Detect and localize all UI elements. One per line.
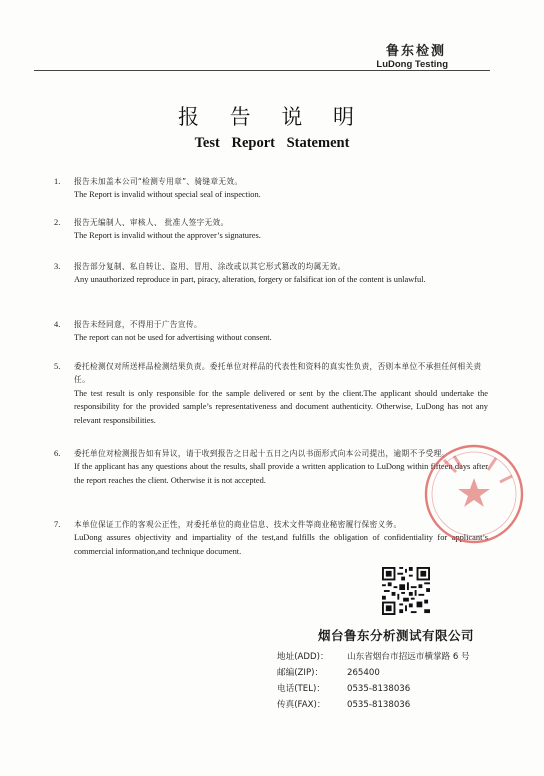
zip-value: 265400: [347, 668, 380, 678]
item-text-cn: 委托检测仅对所送样品检测结果负责。委托单位对样品的代表性和资料的真实性负责，否则本单位不承担任何相关责任。: [74, 362, 482, 385]
fax-row: [277, 699, 517, 711]
address-row: [277, 651, 517, 663]
item-number: 7.: [54, 520, 61, 529]
item-text-en: LuDong assures objectivity and impartiality of the test,and fulfills the obligation of confidentiality for applicant’s commercial information,and technique document.: [74, 533, 488, 556]
header-divider: [34, 70, 490, 71]
item-number: 1.: [54, 177, 61, 186]
item-number: 2.: [54, 218, 61, 227]
item-text-en: The Report is invalid without the approver’s signatures.: [74, 231, 261, 241]
statement-item-4: [54, 318, 488, 345]
address-label: 地址(ADD)：: [277, 652, 329, 662]
item-text-cn: 报告未加盖本公司“检测专用章”、骑缝章无效。: [74, 177, 243, 186]
item-text-cn: 报告未经同意，不得用于广告宣传。: [74, 320, 202, 329]
footer-company-name: 烟台鲁东分析测试有限公司: [318, 628, 475, 643]
fax-value: 0535-8138036: [347, 700, 411, 710]
item-number: 5.: [54, 362, 61, 371]
page-title-cn: 报 告 说 明: [177, 105, 367, 129]
item-text-en: The test result is only responsible for the sample delivered or sent by the client.The applicant should undertake the responsibility for the provided sample’s representativeness and document authenticity. Otherwise, LuDong has not any relevant responsibilities.: [74, 388, 488, 425]
item-text-cn: 报告部分复制、私自转让、盗用、冒用、涂改或以其它形式篡改的均属无效。: [74, 262, 346, 271]
item-text-en: The Report is invalid without special seal of inspection.: [74, 190, 261, 200]
item-text-cn: 报告无编制人、审核人、 批准人签字无效。: [74, 218, 229, 227]
statement-item-5: [54, 360, 488, 427]
qr-code-icon: [382, 567, 430, 615]
statement-item-3: [54, 260, 488, 287]
address-value: 山东省烟台市招远市横掌路 6 号: [347, 652, 470, 662]
zip-row: [277, 667, 517, 679]
item-text-en: If the applicant has any questions about the results, shall provide a written application to LuDong within fifteen days after the report reaches the client. Otherwise it is not accepted.: [74, 462, 488, 485]
item-text-en: Any unauthorized reproduce in part, piracy, alteration, forgery or falsificat ion of the content is unlawful.: [74, 275, 426, 285]
header-company-en: LuDong Testing: [376, 59, 448, 70]
tel-label: 电话(TEL)：: [277, 684, 325, 694]
item-number: 3.: [54, 262, 61, 271]
item-number: 4.: [54, 320, 61, 329]
item-number: 6.: [54, 449, 61, 458]
item-text-cn: 本单位保证工作的客观公正性，对委托单位的商业信息、技术文件等商业秘密履行保密义务。: [74, 520, 402, 529]
item-text-cn: 委托单位对检测报告如有异议，请于收到报告之日起十五日之内以书面形式向本公司提出，逾期不予受理。: [74, 449, 450, 458]
fax-label: 传真(FAX)：: [277, 700, 326, 710]
item-text-en: The report can not be used for advertising without consent.: [74, 333, 272, 343]
statement-item-2: [54, 216, 488, 243]
page-title-en: Test Report Statement: [194, 135, 350, 151]
seal-icon: [404, 432, 528, 556]
zip-label: 邮编(ZIP)：: [277, 668, 324, 678]
tel-row: [277, 683, 517, 695]
statement-item-1: [54, 175, 488, 202]
tel-value: 0535-8138036: [347, 684, 411, 694]
header-company-cn: 鲁东检测: [385, 44, 446, 59]
